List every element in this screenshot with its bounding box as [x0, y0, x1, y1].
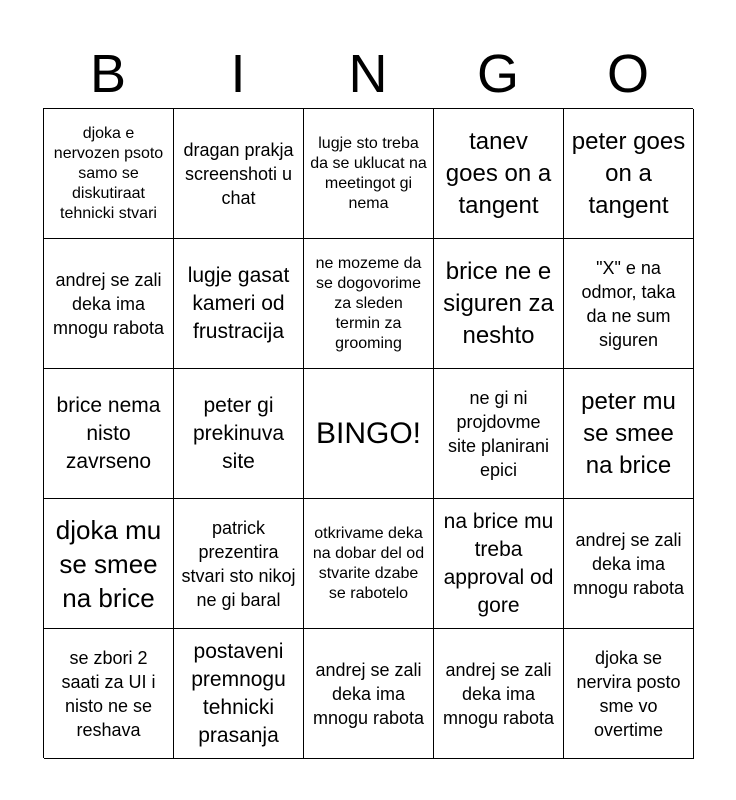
bingo-cell[interactable]: [174, 109, 304, 239]
cell-text: peter gi prekinuva site: [192, 393, 285, 473]
cell-text: dragan prakja screenshoti u chat: [183, 139, 294, 208]
header-letter-g: G: [476, 44, 519, 104]
cell-text: na brice mu treba approval od gore: [443, 509, 554, 617]
bingo-cell[interactable]: [44, 629, 174, 759]
bingo-cell[interactable]: [434, 369, 564, 499]
cell-text: postaveni premnogu tehnicki prasanja: [191, 639, 286, 747]
cell-text: ne gi ni projdovme site planirani epici: [447, 387, 550, 480]
bingo-cell[interactable]: [174, 369, 304, 499]
cell-text: andrej se zali deka ima mnogu rabota: [312, 659, 425, 728]
cell-text: lugje sto treba da se uklucat na meetingot gi nema: [310, 134, 427, 212]
cell-text: BINGO!: [315, 416, 421, 450]
header-letter-n: N: [348, 44, 388, 104]
header-letter-i: I: [230, 44, 246, 104]
cell-text: patrick prezentira stvari sto nikoj ne gi baral: [181, 517, 296, 610]
cell-text: brice ne e siguren za neshto: [443, 257, 554, 349]
bingo-cell[interactable]: [44, 369, 174, 499]
cell-text: andrej se zali deka ima mnogu rabota: [52, 269, 165, 338]
bingo-cell[interactable]: [304, 239, 434, 369]
cell-text: djoka se nervira posto sme vo overtime: [576, 647, 681, 740]
cell-text: se zbori 2 saati za UI i nisto ne se reshava: [61, 647, 156, 740]
cell-text: "X" e na odmor, taka da ne sum siguren: [581, 257, 676, 350]
bingo-cell[interactable]: [174, 239, 304, 369]
bingo-cell[interactable]: [434, 239, 564, 369]
cell-text: djoka e nervozen psoto samo se diskutiraat tehnicki stvari: [53, 124, 164, 222]
bingo-cell[interactable]: [44, 239, 174, 369]
bingo-free-cell[interactable]: [304, 369, 434, 499]
cell-text: tanev goes on a tangent: [445, 127, 552, 219]
bingo-cell[interactable]: [174, 629, 304, 759]
bingo-cell[interactable]: [434, 629, 564, 759]
bingo-cell[interactable]: [564, 369, 694, 499]
cell-text: lugje gasat kameri od frustracija: [187, 263, 290, 343]
header-letter-b: B: [89, 44, 127, 104]
bingo-cell[interactable]: [44, 499, 174, 629]
bingo-cell[interactable]: [564, 629, 694, 759]
cell-text: peter goes on a tangent: [571, 127, 686, 219]
cell-text: ne mozeme da se dogovorime za sleden termin za grooming: [315, 254, 422, 352]
bingo-cell[interactable]: [564, 499, 694, 629]
header-letter-o: O: [606, 44, 649, 104]
bingo-cell[interactable]: [434, 499, 564, 629]
bingo-cell[interactable]: [304, 499, 434, 629]
bingo-cell[interactable]: [174, 499, 304, 629]
bingo-cell[interactable]: [564, 109, 694, 239]
cell-text: peter mu se smee na brice: [581, 387, 676, 479]
bingo-grid: [43, 108, 693, 758]
bingo-cell[interactable]: [564, 239, 694, 369]
cell-text: djoka mu se smee na brice: [55, 514, 162, 613]
bingo-cell[interactable]: [44, 109, 174, 239]
bingo-cell[interactable]: [304, 629, 434, 759]
cell-text: andrej se zali deka ima mnogu rabota: [442, 659, 555, 728]
cell-text: andrej se zali deka ima mnogu rabota: [572, 529, 685, 598]
bingo-cell[interactable]: [434, 109, 564, 239]
bingo-header: [43, 40, 693, 108]
bingo-cell[interactable]: [304, 109, 434, 239]
cell-text: otkrivame deka na dobar del od stvarite dzabe se rabotelo: [312, 524, 425, 602]
cell-text: brice nema nisto zavrseno: [56, 393, 161, 473]
